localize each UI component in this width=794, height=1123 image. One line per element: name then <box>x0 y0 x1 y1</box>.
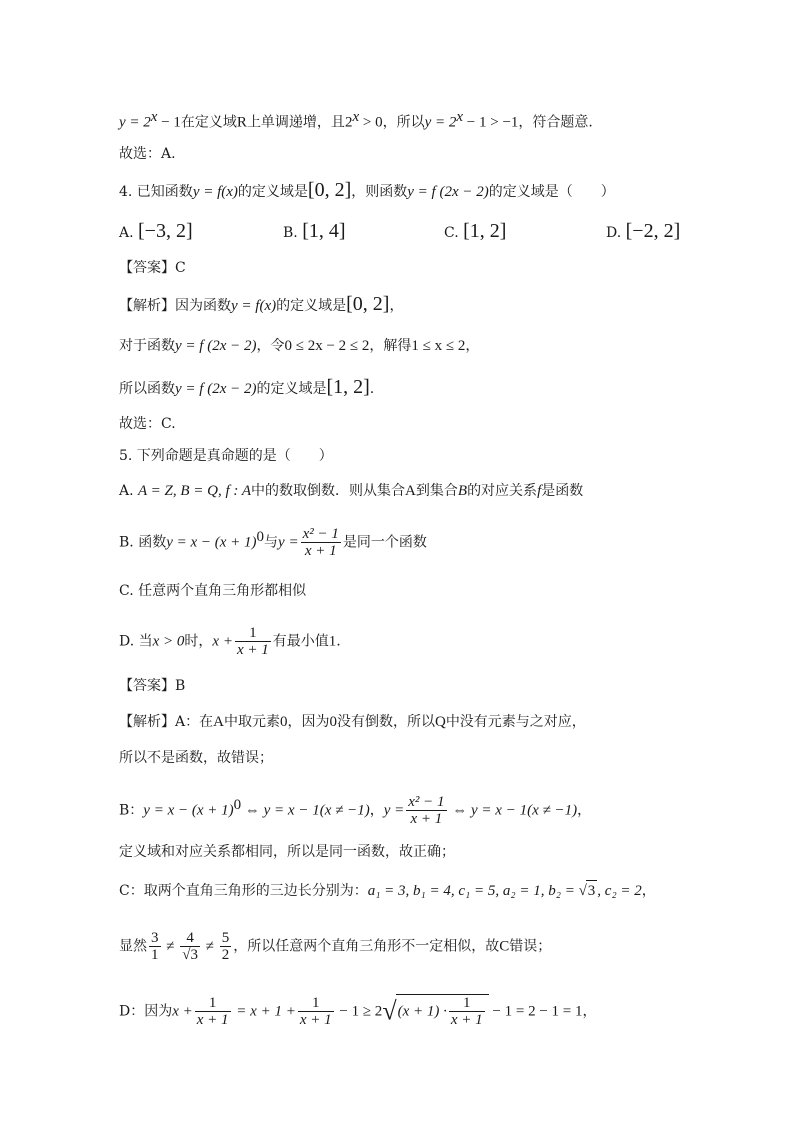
text-run: ， <box>465 338 480 354</box>
choice-value: [1, 4] <box>302 220 346 242</box>
math-interval: [0, 2] <box>346 293 390 315</box>
text-run: 中没有元素与之对应， <box>445 714 586 730</box>
text-run: 【解析】因为函数 <box>119 298 231 314</box>
text-run: B： <box>119 802 144 819</box>
math-expr: y = f(x) <box>192 184 238 200</box>
math-symbol: A <box>213 714 224 730</box>
fraction <box>298 995 334 1028</box>
fraction <box>220 930 232 963</box>
math-expr: y = f (2x − 2) <box>175 381 257 397</box>
numerator: 3 <box>151 930 159 946</box>
text-run: ， <box>577 802 592 819</box>
superscript: x <box>150 109 158 125</box>
numerator: x² − 1 <box>408 794 445 810</box>
text-line-2: 故选：A. <box>119 146 176 162</box>
math-expr: (x + 1) · <box>397 1003 447 1020</box>
choice-d <box>606 221 680 243</box>
text-run: 中取元素 <box>223 714 280 730</box>
text-run: 的定义域是（ ） <box>488 184 615 200</box>
denominator: x + 1 <box>410 811 443 827</box>
option-5a <box>119 481 583 501</box>
explanation-5-line-4: 定义域和对应关系都相同，所以是同一函数，故正确； <box>119 844 455 860</box>
text-run: ，解得 <box>369 338 412 354</box>
math-expr: − 1 = 2 − 1 = 1 <box>488 1003 583 1020</box>
math-expr: = x + 1 + <box>232 1003 296 1020</box>
fraction <box>235 625 271 658</box>
text-run: ，令 <box>256 338 285 354</box>
text-run: 上单调递增，且 <box>246 114 345 131</box>
denominator: 2 <box>221 947 230 963</box>
math-expr: a₁ = 3, b₁ = 4, c₁ = 5, a₂ = 1, b₂ = <box>367 883 579 899</box>
explanation-4-line-1 <box>119 294 403 316</box>
numerator: 1 <box>298 995 334 1012</box>
text-run: 时， <box>184 633 213 650</box>
text-run: . <box>336 633 341 650</box>
numerator: 1 <box>449 995 485 1012</box>
text-run: ，所以任意两个直角三角形不一定相似，故 <box>233 938 500 955</box>
numerator: 4 <box>180 930 200 947</box>
text-run: C：取两个直角三角形的三边长分别为： <box>119 883 368 899</box>
choice-label: B. 函数 <box>119 534 167 551</box>
math-expr: 0 ≤ 2x − 2 ≤ 2 <box>284 338 370 354</box>
radicand: 3 <box>586 880 598 901</box>
text-run: 显然 <box>119 938 147 955</box>
math-expr: y = f (2x − 2) <box>175 338 257 354</box>
denominator: x + 1 <box>450 1012 483 1028</box>
denominator: x + 1 <box>304 543 337 559</box>
text-run: ， <box>389 298 404 314</box>
math-value: 0 <box>329 714 337 730</box>
math-expr: − 1 <box>157 114 181 131</box>
text-run: 的定义域是 <box>256 381 327 397</box>
choice-b <box>283 221 346 243</box>
choice-label: D. 当 <box>119 633 153 650</box>
explanation-5-line-3 <box>119 794 591 827</box>
numerator: x² − 1 <box>302 526 339 542</box>
text-run: 的对应关系 <box>467 483 538 499</box>
math-expr: y = x − (x + 1) <box>166 534 257 551</box>
option-5c: C. 任意两个直角三角形都相似 <box>119 583 307 599</box>
text-run: 的定义域是 <box>237 184 308 200</box>
text-run: 【解析】A：在 <box>119 714 214 730</box>
text-run: ，则函数 <box>351 184 408 200</box>
math-expr: − 1 ≥ 2 <box>335 1003 383 1020</box>
explanation-5-line-7 <box>119 994 597 1028</box>
radicand <box>396 994 489 1028</box>
choice-c <box>444 221 506 243</box>
math-expr: ⇔ y = x − 1(x ≠ −1) <box>241 802 370 819</box>
text-run: 中的数取倒数．则从集合 <box>251 483 406 499</box>
choice-a <box>119 221 193 243</box>
text-run: 没有倒数，所以 <box>336 714 435 730</box>
math-symbol: ≠ <box>201 938 218 955</box>
math-expr: 1 ≤ x ≤ 2 <box>411 338 466 354</box>
text-run: 到集合 <box>415 483 458 499</box>
sqrt-symbol: √ <box>382 996 397 1026</box>
text-run: 4. 已知函数 <box>119 184 193 200</box>
math-expr: y = 2 <box>424 114 457 131</box>
math-value: 1 <box>328 633 337 650</box>
math-interval: [1, 2] <box>326 376 370 398</box>
math-expr: , c₂ = 2 <box>597 883 642 899</box>
math-symbol: f <box>537 483 542 499</box>
denominator: x + 1 <box>196 1012 229 1028</box>
text-run: ，符合题意. <box>518 114 593 131</box>
fraction <box>149 930 161 963</box>
fraction <box>406 794 446 827</box>
fraction <box>301 526 341 559</box>
math-value: 0 <box>279 714 288 730</box>
question-5: 5. 下列命题是真命题的是（ ） <box>119 448 333 464</box>
math-expr: y = <box>278 534 299 551</box>
fraction <box>449 995 485 1028</box>
math-interval: [0, 2] <box>307 179 352 201</box>
denominator: x + 1 <box>299 1012 332 1028</box>
text-run: 是函数 <box>541 483 584 499</box>
math-expr: y = f(x) <box>231 298 277 314</box>
math-expr: A = Z, B = Q, f : A <box>138 483 252 499</box>
text-line-1 <box>119 107 593 133</box>
choice-value: [−3, 2] <box>138 220 193 242</box>
answer-5: 【答案】B <box>119 678 186 694</box>
math-expr: > 0 <box>359 114 383 131</box>
superscript: x <box>456 109 464 125</box>
math-symbol: Q <box>434 714 446 730</box>
math-expr: x + <box>172 1003 193 1020</box>
numerator: 1 <box>235 625 271 642</box>
text-run: ，所以 <box>382 114 425 131</box>
sqrt-symbol: √ <box>578 883 587 899</box>
math-symbol: B <box>457 483 468 499</box>
math-symbol: A <box>405 483 416 499</box>
explanation-5-line-6 <box>119 930 551 963</box>
numerator: 5 <box>221 930 230 946</box>
math-expr: y = <box>383 802 405 819</box>
text-run: 与 <box>264 534 279 551</box>
fraction <box>195 995 231 1028</box>
text-run: D：因为 <box>119 1003 173 1020</box>
math-symbol: C <box>499 938 510 955</box>
text-run: 对于函数 <box>119 338 175 354</box>
explanation-4-line-2 <box>119 336 479 356</box>
math-symbol: ≠ <box>162 938 179 955</box>
superscript: 0 <box>233 796 242 813</box>
text-run: 的定义域是 <box>276 298 347 314</box>
text-run: . <box>369 381 375 397</box>
text-run: ， <box>641 883 656 899</box>
denominator: √3 <box>182 947 198 963</box>
denominator: x + 1 <box>236 642 269 658</box>
math-symbol: R <box>236 114 247 131</box>
choice-label: D. <box>606 225 622 241</box>
math-expr: y = x − (x + 1) <box>143 802 234 819</box>
text-run: 是同一个函数 <box>342 534 427 551</box>
text-run: 所以函数 <box>119 381 175 397</box>
question-4 <box>119 180 615 202</box>
math-expr: y = f (2x − 2) <box>407 184 489 200</box>
explanation-5-line-5 <box>119 880 656 901</box>
numerator: 1 <box>195 995 231 1012</box>
explanation-4-line-4: 故选：C. <box>119 416 176 432</box>
math-expr: ⇔ y = x − 1(x ≠ −1) <box>448 802 578 819</box>
superscript: 0 <box>256 528 265 545</box>
text-run: ， <box>369 802 384 819</box>
choice-value: [−2, 2] <box>625 220 681 242</box>
choice-label: A. <box>119 225 134 241</box>
choice-label: A. <box>119 483 134 499</box>
choice-label: B. <box>283 225 298 241</box>
math-expr: x > 0 <box>152 633 185 650</box>
option-5d <box>119 625 341 658</box>
math-expr: 2 <box>344 114 353 131</box>
explanation-5-line-1 <box>119 712 586 732</box>
explanation-4-line-3 <box>119 377 374 399</box>
denominator: 1 <box>151 947 159 963</box>
superscript: x <box>352 109 360 125</box>
text-run: 在定义域 <box>180 114 237 131</box>
choice-label: C. <box>444 225 459 241</box>
text-run: ， <box>582 1003 597 1020</box>
answer-4: 【答案】C <box>119 260 186 276</box>
math-expr: x + <box>212 633 233 650</box>
choice-value: [1, 2] <box>463 220 507 242</box>
explanation-5-line-2: 所以不是函数，故错误； <box>119 750 273 766</box>
math-expr: y = 2 <box>119 114 151 131</box>
text-run: 有最小值 <box>272 633 329 650</box>
math-expr: − 1 > −1 <box>463 114 519 131</box>
text-run: 错误； <box>509 938 552 955</box>
text-run: ，因为 <box>287 714 330 730</box>
fraction <box>180 930 200 963</box>
option-5b <box>119 526 427 559</box>
